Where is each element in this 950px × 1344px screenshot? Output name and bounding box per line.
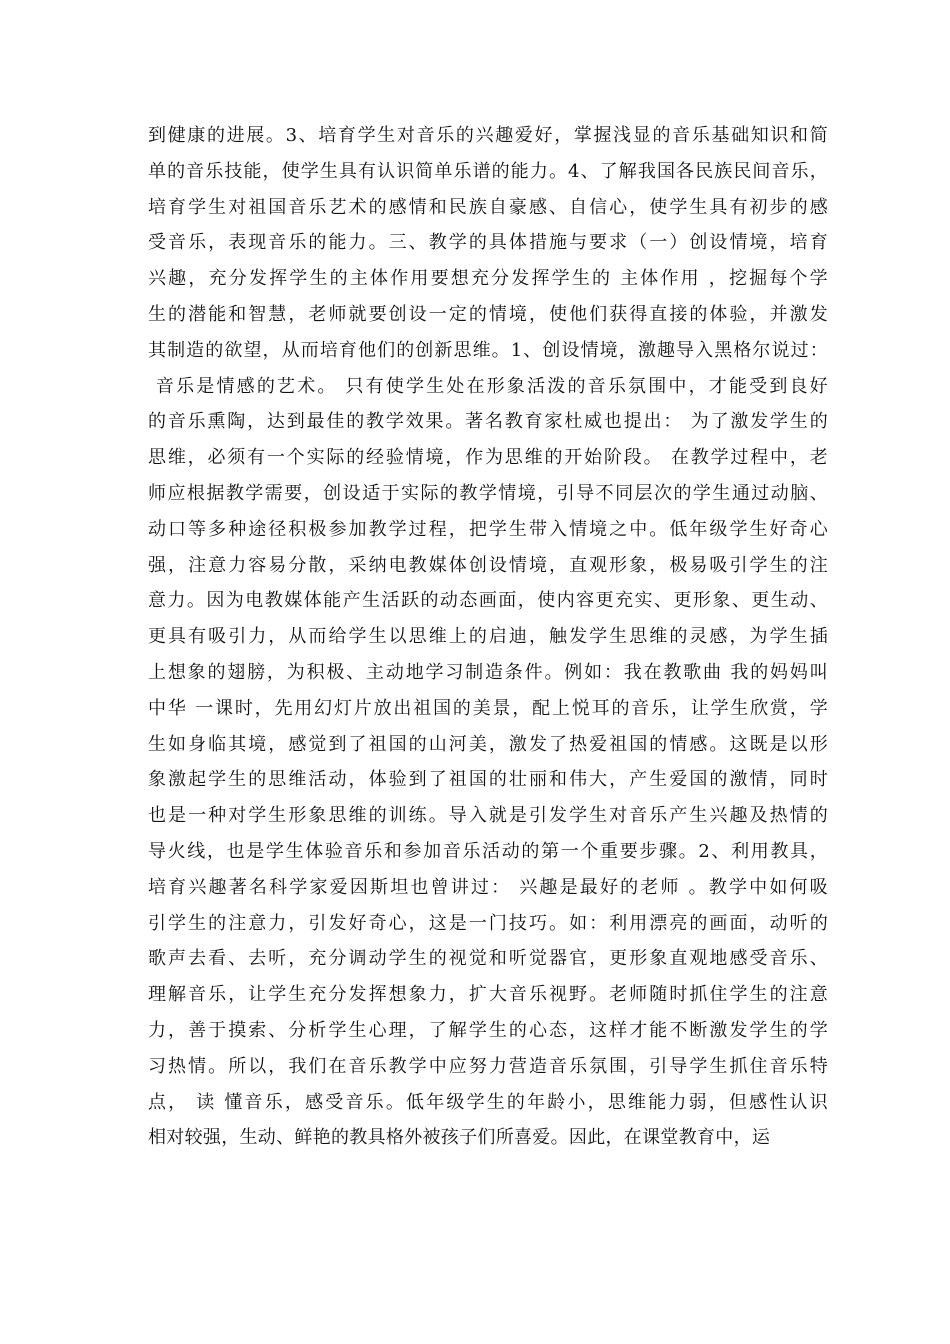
- text-line: 到健康的进展。3、培育学生对音乐的兴趣爱好，掌握浅显的音乐基础知识和简: [148, 125, 828, 146]
- text-line: 中华 一课时，先用幻灯片放出祖国的美景，配上悦耳的音乐，让学生欣赏，学: [148, 697, 828, 719]
- text-line: 点， 读 懂音乐，感受音乐。低年级学生的年龄小，思维能力弱，但感性认识: [148, 1091, 828, 1113]
- text-line: 培育学生对祖国音乐艺术的感情和民族自豪感、自信心，使学生具有初步的感: [148, 196, 828, 218]
- text-line: 生的潜能和智慧，老师就要创设一定的情境，使他们获得直接的体验，并激发: [148, 303, 828, 325]
- text-line: 强，注意力容易分散，采纳电教媒体创设情境，直观形象，极易吸引学生的注: [148, 554, 828, 576]
- text-line: 的音乐熏陶，达到最佳的教学效果。著名教育家杜威也提出： 为了激发学生的: [148, 411, 828, 433]
- text-line: 音乐是情感的艺术。 只有使学生处在形象活泼的音乐氛围中，才能受到良好: [148, 375, 828, 397]
- text-line: 受音乐，表现音乐的能力。三、教学的具体措施与要求（一）创设情境，培育: [148, 232, 828, 254]
- text-line: 上想象的翅膀，为积极、主动地学习制造条件。例如：我在教歌曲 我的妈妈叫: [148, 661, 828, 683]
- text-line: 引学生的注意力，引发好奇心，这是一门技巧。如：利用漂亮的画面，动听的: [148, 912, 828, 934]
- text-line: 单的音乐技能，使学生具有认识简单乐谱的能力。4、了解我国各民族民间音乐，: [148, 160, 828, 182]
- text-line: 生如身临其境，感觉到了祖国的山河美，激发了热爱祖国的情感。这既是以形: [148, 733, 828, 755]
- text-line: 也是一种对学生形象思维的训练。导入就是引发学生对音乐产生兴趣及热情的: [148, 805, 828, 827]
- text-line: 思维，必须有一个实际的经验情境，作为思维的开始阶段。 在教学过程中，老: [148, 447, 828, 469]
- text-line: 象激起学生的思维活动，体验到了祖国的壮丽和伟大，产生爱国的激情，同时: [148, 769, 828, 791]
- text-line: 力，善于摸索、分析学生心理，了解学生的心态，这样才能不断激发学生的学: [148, 1019, 828, 1041]
- body-text: [148, 118, 828, 1156]
- text-line: 歌声去看、去听，充分调动学生的视觉和听觉器官，更形象直观地感受音乐、: [148, 948, 828, 970]
- text-line: 理解音乐，让学生充分发挥想象力，扩大音乐视野。老师随时抓住学生的注意: [148, 984, 828, 1006]
- text-line: 导火线，也是学生体验音乐和参加音乐活动的第一个重要步骤。2、利用教具，: [148, 840, 828, 862]
- text-line: 动口等多种途径积极参加教学过程，把学生带入情境之中。低年级学生好奇心: [148, 518, 828, 540]
- text-line: 更具有吸引力，从而给学生以思维上的启迪，触发学生思维的灵感，为学生插: [148, 626, 828, 648]
- text-line: 相对较强，生动、鲜艳的教具格外被孩子们所喜爱。因此，在课堂教育中，运: [148, 1127, 771, 1149]
- text-line: 培育兴趣著名科学家爱因斯坦也曾讲过： 兴趣是最好的老师 。教学中如何吸: [148, 876, 828, 898]
- text-line: 习热情。所以，我们在音乐教学中应努力营造音乐氛围，引导学生抓住音乐特: [148, 1055, 828, 1077]
- text-line: 意力。因为电教媒体能产生活跃的动态画面，使内容更充实、更形象、更生动、: [148, 590, 828, 612]
- text-line: 师应根据教学需要，创设适于实际的教学情境，引导不同层次的学生通过动脑、: [148, 482, 828, 504]
- text-line: 兴趣，充分发挥学生的主体作用要想充分发挥学生的 主体作用 ，挖掘每个学: [148, 268, 828, 290]
- text-line: 其制造的欲望，从而培育他们的创新思维。1、创设情境，激趣导入黑格尔说过：: [148, 339, 828, 361]
